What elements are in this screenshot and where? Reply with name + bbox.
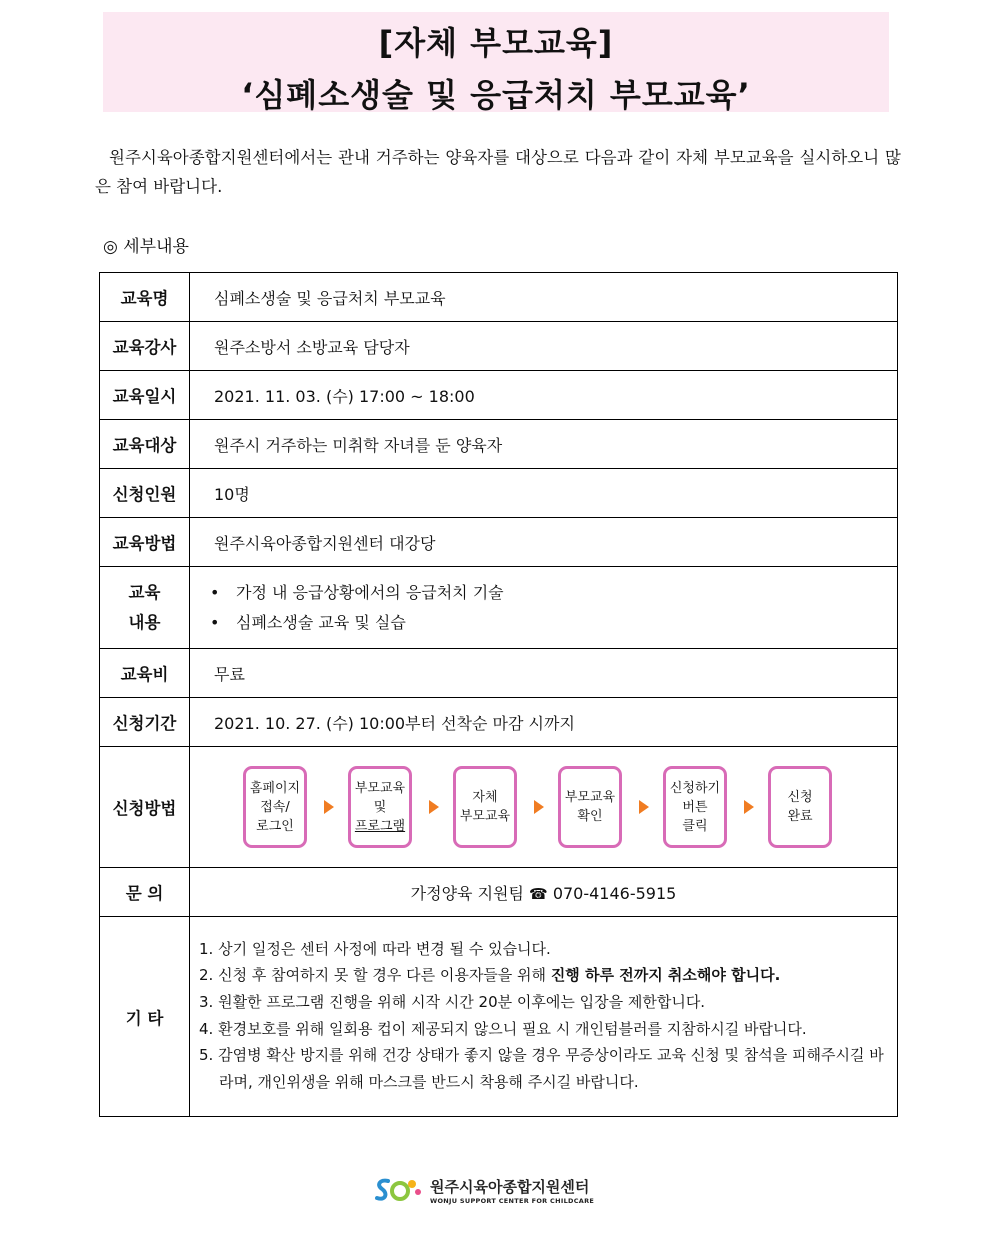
content-item: • 심폐소생술 교육 및 실습 (210, 608, 896, 638)
label-period: 신청기간 (100, 698, 190, 747)
step-box (663, 766, 727, 848)
title-line-2: ‘심폐소생술 및 응급처치 부모교육’ (241, 76, 751, 114)
note-text: 감염병 확산 방지를 위해 건강 상태가 좋지 않을 경우 무증상이라도 교육 신청 및 참석을 피해주시길 바라며, 개인위생을 위해 마스크를 반드시 착용해 주시길 바랍니다. (218, 1046, 884, 1091)
row-content (100, 567, 898, 649)
footer-logo (374, 1175, 594, 1205)
note-text: 상기 일정은 센터 사정에 따라 변경 될 수 있습니다. (218, 939, 551, 958)
note-bold: 진행 하루 전까지 취소해야 합니다. (550, 966, 781, 985)
intro-paragraph (95, 143, 901, 201)
label-apply: 신청방법 (100, 747, 190, 868)
value-content (190, 567, 898, 649)
step-text: 클릭 (682, 818, 708, 834)
title-banner (103, 12, 889, 112)
value-apply (190, 747, 898, 868)
contact-phone: 070-4146-5915 (552, 883, 677, 903)
step-text: 홈페이지 (249, 780, 301, 796)
value-capacity: 10명 (190, 469, 898, 518)
value-date: 2021. 11. 03. (수) 17:00 ~ 18:00 (190, 371, 898, 420)
row-instructor (100, 322, 898, 371)
footer-name-ko: 원주시육아종합지원센터 (430, 1177, 590, 1196)
row-etc (100, 917, 898, 1117)
phone-icon: ☎ (529, 884, 548, 903)
row-apply (100, 747, 898, 868)
note-text: 원활한 프로그램 진행을 위해 시작 시간 20분 이후에는 입장을 제한합니다. (218, 992, 706, 1011)
footer-name-en: WONJU SUPPORT CENTER FOR CHILDCARE (430, 1196, 595, 1205)
label-capacity: 신청인원 (100, 469, 190, 518)
step-text: 부모교육 (564, 790, 616, 805)
step-text: 및 (373, 799, 387, 815)
note-item (199, 989, 896, 1016)
footer-text (430, 1176, 594, 1205)
apply-steps (191, 766, 896, 848)
row-method (100, 518, 898, 567)
step-text: 신청하기 (669, 780, 721, 796)
arrow-right-icon (639, 800, 649, 814)
note-number: 4. (199, 1019, 214, 1038)
arrow-right-icon (534, 800, 544, 814)
note-item (199, 1016, 896, 1043)
arrow-right-icon (744, 800, 754, 814)
step-text: 자체 (472, 790, 498, 805)
label-content-line-2: 내용 (128, 612, 161, 632)
step-text: 완료 (787, 809, 813, 824)
intro-text: 원주시육아종합지원센터에서는 관내 거주하는 양육자를 대상으로 다음과 같이 자체 부모교육을 실시하오니 많은 참여 바랍니다. (95, 148, 901, 196)
label-target: 교육대상 (100, 420, 190, 469)
step-text: 로그인 (256, 818, 294, 834)
note-text: 신청 후 참여하지 못 할 경우 다른 이용자들을 위해 (218, 966, 551, 985)
arrow-right-icon (429, 800, 439, 814)
step-box (453, 766, 517, 848)
row-period (100, 698, 898, 747)
value-target: 원주시 거주하는 미취학 자녀를 둔 양육자 (190, 420, 898, 469)
content-list (210, 578, 896, 638)
row-name (100, 273, 898, 322)
label-method: 교육방법 (100, 518, 190, 567)
row-fee (100, 649, 898, 698)
step-text: 부모교육 (459, 809, 511, 824)
section-heading: ◎ 세부내용 (103, 237, 189, 257)
row-target (100, 420, 898, 469)
contact-team: 가정양육 지원팀 (410, 883, 524, 903)
note-item (199, 1042, 896, 1095)
step-text: 프로그램 (354, 818, 406, 834)
note-number: 1. (199, 939, 214, 958)
arrow-right-icon (324, 800, 334, 814)
note-number: 5. (199, 1046, 214, 1065)
step-text: 부모교육 (354, 780, 406, 796)
value-instructor: 원주소방서 소방교육 담당자 (190, 322, 898, 371)
details-table (99, 272, 898, 1117)
step-box (243, 766, 307, 848)
label-etc: 기 타 (100, 917, 190, 1117)
value-period: 2021. 10. 27. (수) 10:00부터 선착순 마감 시까지 (190, 698, 898, 747)
step-box (768, 766, 832, 848)
value-contact (190, 868, 898, 917)
value-method: 원주시육아종합지원센터 대강당 (190, 518, 898, 567)
note-number: 2. (199, 966, 214, 985)
row-capacity (100, 469, 898, 518)
row-contact (100, 868, 898, 917)
row-date (100, 371, 898, 420)
label-date: 교육일시 (100, 371, 190, 420)
label-contact: 문 의 (100, 868, 190, 917)
label-fee: 교육비 (100, 649, 190, 698)
title-line-1: [자체 부모교육] (378, 24, 614, 62)
label-name: 교육명 (100, 273, 190, 322)
value-name: 심폐소생술 및 응급처치 부모교육 (190, 273, 898, 322)
note-number: 3. (199, 992, 214, 1011)
step-text: 신청 (787, 790, 813, 805)
notes-list (191, 930, 896, 1104)
label-content-line-1: 교육 (128, 582, 161, 602)
step-text: 확인 (577, 809, 603, 824)
note-item (199, 936, 896, 963)
center-logo-icon (374, 1175, 424, 1205)
step-box (348, 766, 412, 848)
value-fee: 무료 (190, 649, 898, 698)
step-text: 접속/ (260, 799, 290, 815)
note-text: 환경보호를 위해 일회용 컵이 제공되지 않으니 필요 시 개인텀블러를 지참하시길 바랍니다. (218, 1019, 807, 1038)
content-item: • 가정 내 응급상황에서의 응급처치 기술 (210, 578, 896, 608)
value-etc (190, 917, 898, 1117)
label-instructor: 교육강사 (100, 322, 190, 371)
label-content (100, 567, 190, 649)
note-item (199, 962, 896, 989)
step-box (558, 766, 622, 848)
step-text: 버튼 (682, 799, 708, 815)
